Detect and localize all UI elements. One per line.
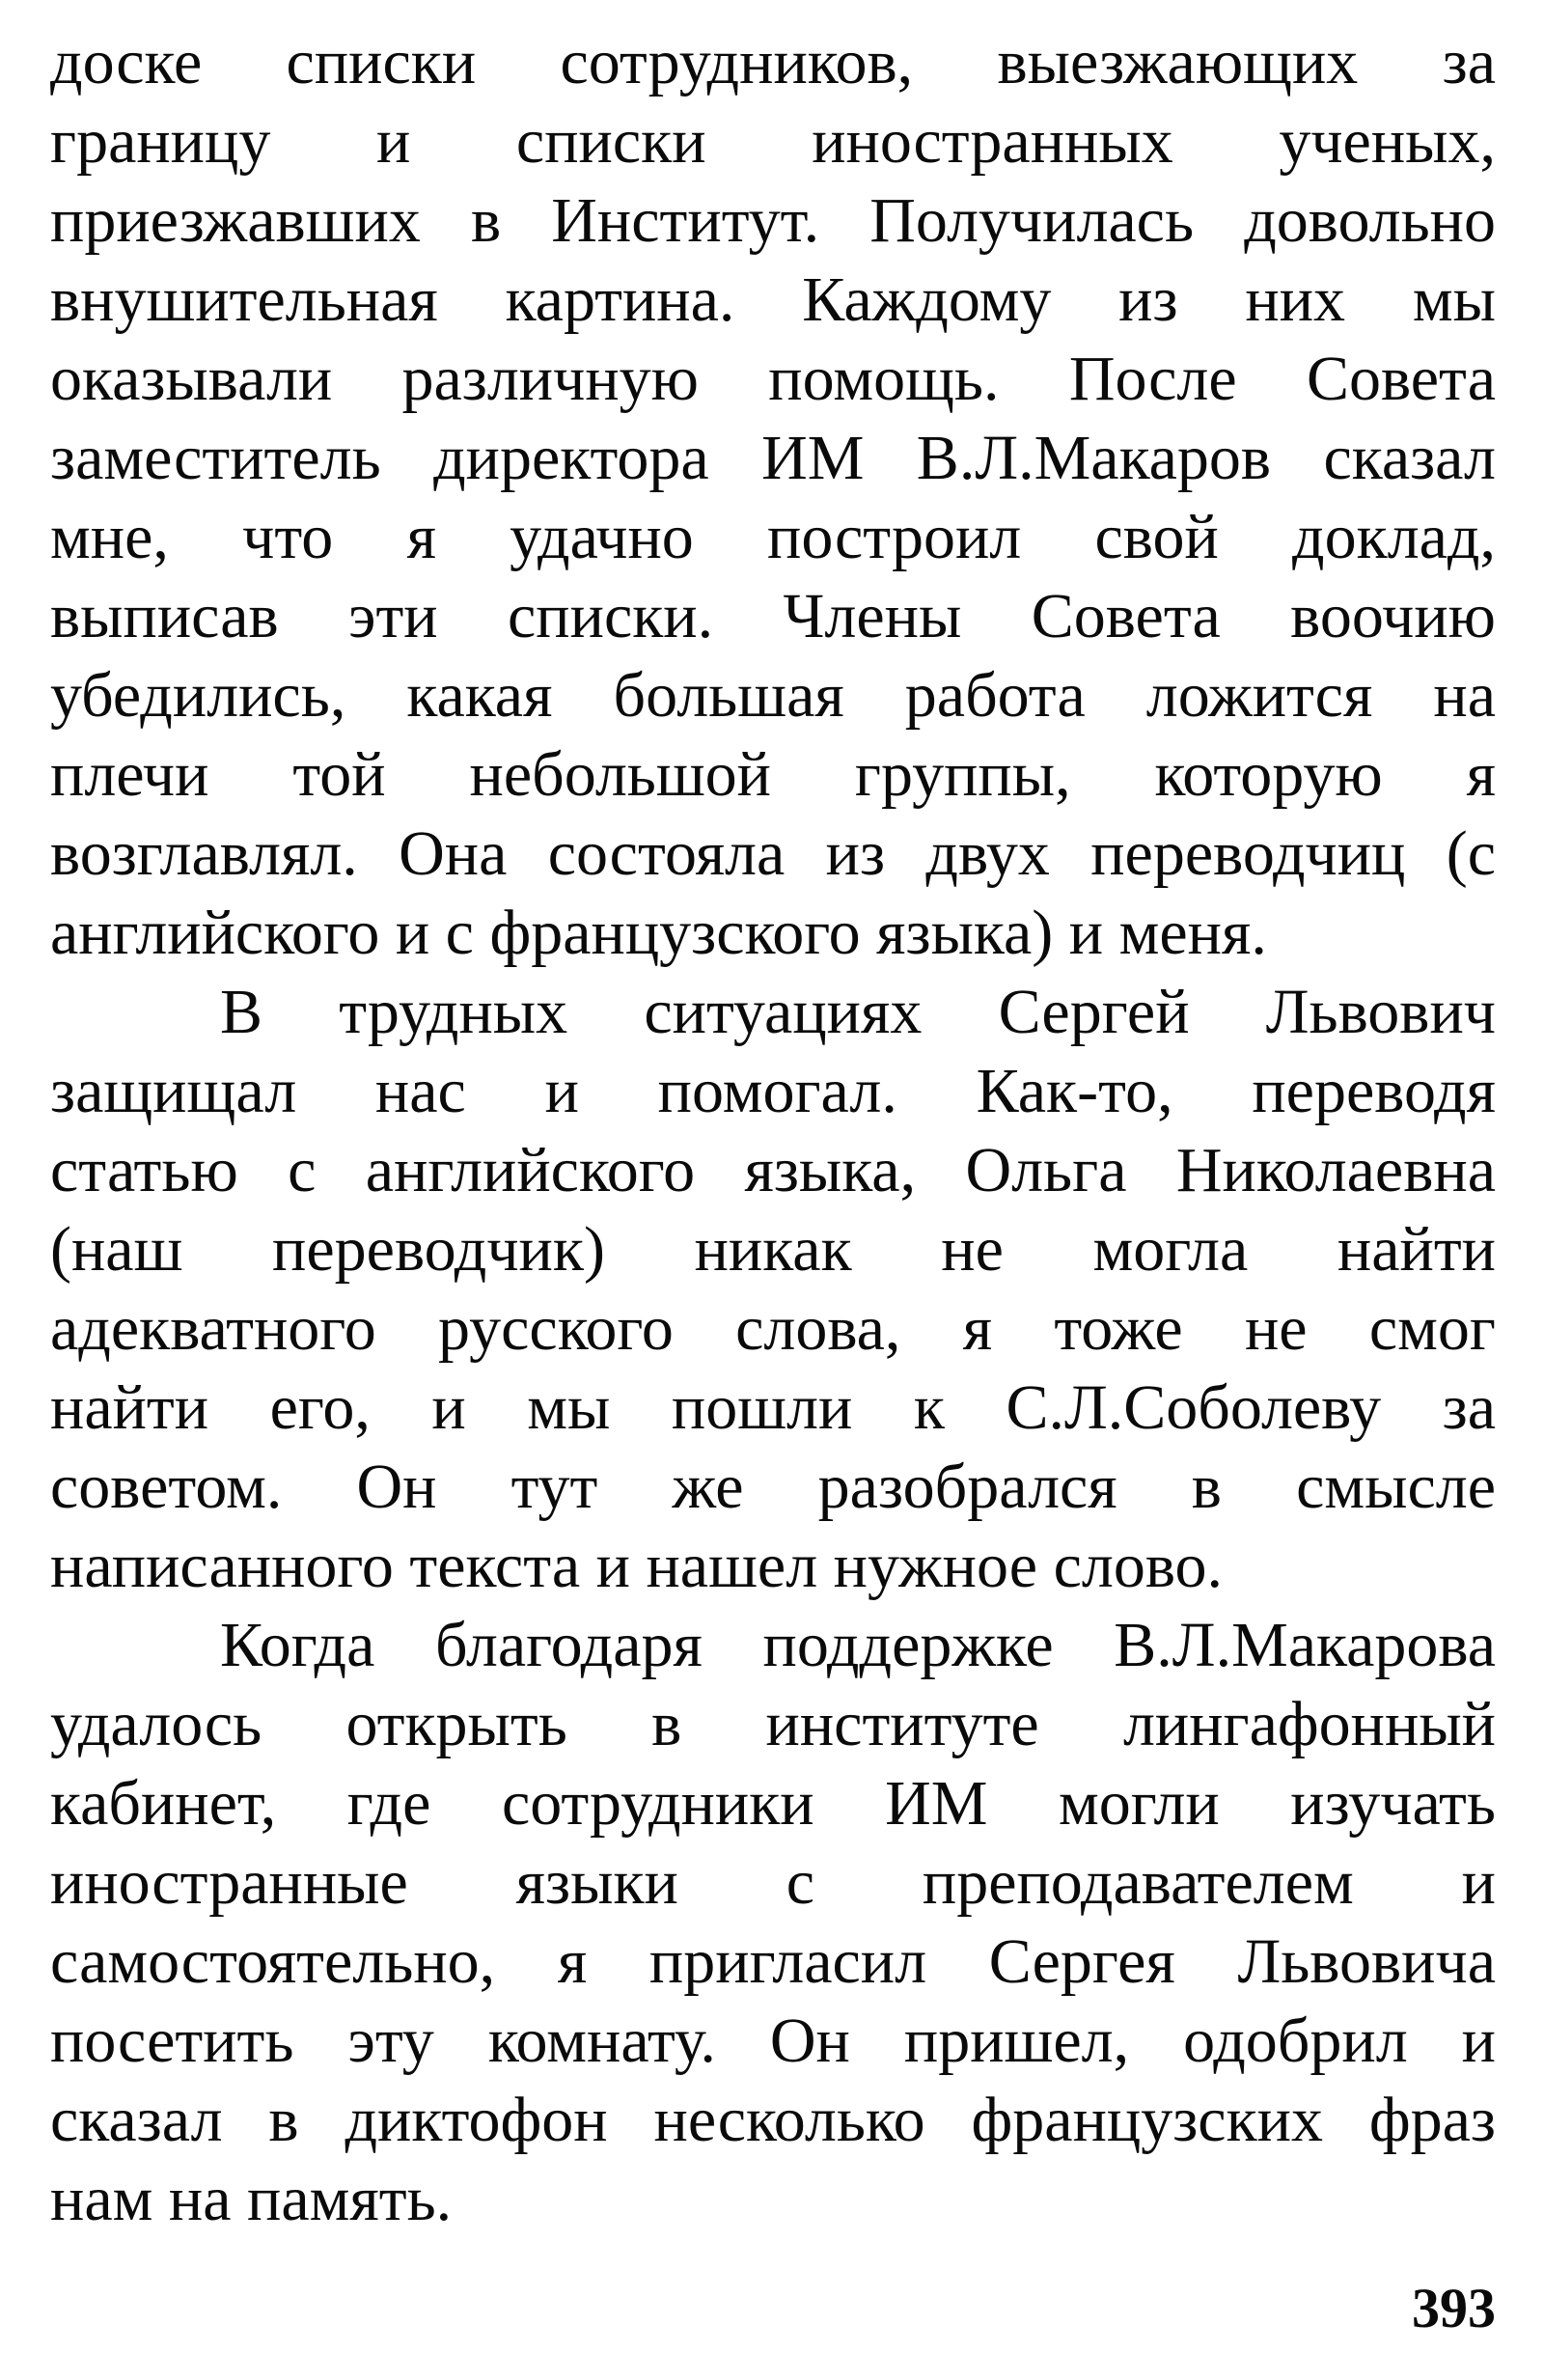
- text-line: границу и списки иностранных ученых,: [50, 106, 1496, 177]
- paragraph-2: [50, 973, 1496, 1606]
- text-line: написанного текста и нашел нужное слово.: [50, 1531, 1224, 1601]
- text-line: Когда благодаря поддержке В.Л.Макарова: [220, 1610, 1496, 1680]
- text-line: советом. Он тут же разобрался в смысле: [50, 1452, 1496, 1522]
- paragraph-1: [50, 23, 1496, 973]
- text-line: (наш переводчик) никак не могла найти: [50, 1214, 1496, 1285]
- text-line: защищал нас и помогал. Как-то, переводя: [50, 1056, 1496, 1126]
- text-line: найти его, и мы пошли к С.Л.Соболеву за: [50, 1372, 1496, 1443]
- text-line: нам на память.: [50, 2164, 453, 2234]
- page-number: 393: [1412, 2277, 1496, 2339]
- text-line: посетить эту комнату. Он пришел, одобрил и: [50, 2006, 1496, 2076]
- text-line: статью с английского языка, Ольга Николаевна: [50, 1135, 1496, 1205]
- text-line: плечи той небольшой группы, которую я: [50, 739, 1496, 810]
- text-line: В трудных ситуациях Сергей Львович: [220, 977, 1496, 1047]
- text-line: внушительная картина. Каждому из них мы: [50, 264, 1496, 335]
- text-line: сказал в диктофон несколько французских фраз: [50, 2085, 1496, 2155]
- text-line: адекватного русского слова, я тоже не смог: [50, 1293, 1496, 1364]
- text-line: мне, что я удачно построил свой доклад,: [50, 502, 1496, 572]
- text-line: выписав эти списки. Члены Совета воочию: [50, 581, 1496, 651]
- page-body: [50, 23, 1496, 2239]
- text-line: заместитель директора ИМ В.Л.Макаров сказал: [50, 423, 1496, 493]
- text-line: удалось открыть в институте лингафонный: [50, 1689, 1496, 1759]
- text-line: приезжавших в Институт. Получилась довольно: [50, 185, 1496, 256]
- text-line: убедились, какая большая работа ложится на: [50, 660, 1496, 731]
- text-line: самостоятельно, я пригласил Сергея Львовича: [50, 1926, 1496, 1997]
- text-line: кабинет, где сотрудники ИМ могли изучать: [50, 1768, 1496, 1839]
- text-line: доске списки сотрудников, выезжающих за: [50, 27, 1496, 97]
- text-line: иностранные языки с преподавателем и: [50, 1847, 1496, 1918]
- text-line: оказывали различную помощь. После Совета: [50, 344, 1496, 414]
- text-line: возглавлял. Она состояла из двух переводчиц (с: [50, 818, 1496, 889]
- paragraph-3: [50, 1606, 1496, 2239]
- text-line: английского и с французского языка) и меня.: [50, 898, 1267, 968]
